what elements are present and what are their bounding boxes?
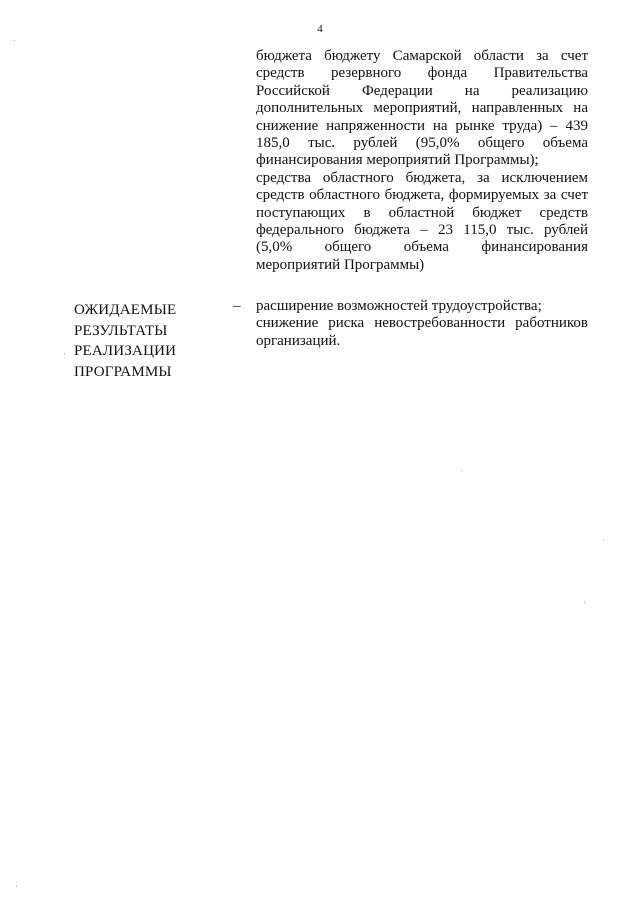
page-number: 4: [317, 23, 323, 35]
scan-speck: [603, 539, 604, 540]
expected-result-item: расширение возможностей трудоустройства;: [256, 298, 542, 314]
scan-speck: [14, 40, 15, 41]
funding-sources-text: [256, 48, 588, 274]
expected-results-label-line: ПРОГРАММЫ: [74, 363, 172, 380]
expected-results-label-line: РЕАЛИЗАЦИИ: [74, 343, 177, 359]
expected-result-item: снижение риска невостребованности работников организаций.: [256, 315, 588, 349]
scan-speck: [584, 602, 585, 603]
scan-speck: [64, 353, 65, 354]
scan-speck: [16, 886, 17, 887]
expected-results-text: [256, 298, 588, 350]
funding-paragraph-regional: средства областного бюджета, за исключением средств областного бюджета, формируемых за счет поступающих в областной бюджет средств федерального бюджета – 23 115,0 тыс. рублей (5,0% общего объема финансирования мероприятий Программы): [256, 169, 588, 273]
scan-speck: [461, 470, 462, 471]
expected-results-label-line: РЕЗУЛЬТАТЫ: [74, 322, 168, 339]
row-dash: –: [233, 298, 241, 314]
funding-paragraph-federal: бюджета бюджету Самарской области за счет средств резервного фонда Правительства Российской Федерации на реализацию дополнительных мероприятий, направленных на снижение напряженности на рынке труда) – 439 185,0 тыс. рублей (95,0% общего объема финансирования мероприятий Программы);: [256, 48, 588, 169]
expected-results-label-line: ОЖИДАЕМЫЕ: [74, 302, 177, 318]
expected-results-label: [74, 300, 224, 382]
